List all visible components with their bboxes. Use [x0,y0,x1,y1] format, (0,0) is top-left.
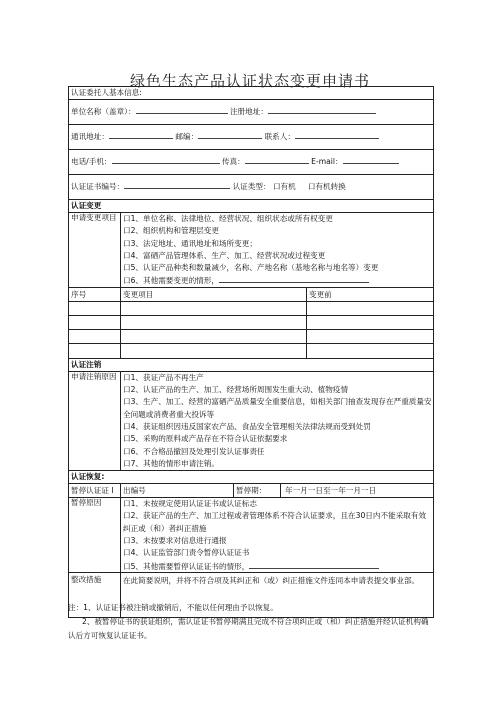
mail-addr-field[interactable] [109,130,173,139]
client-header: 认证委托人基本信息: [69,87,433,100]
table-cell[interactable] [121,302,307,316]
cert-no-label: 认证证书编号： [71,182,125,191]
table-cell[interactable] [69,302,121,316]
col-no: 序号 [69,288,121,302]
page-title: 绿色生态产品认证状态变更申请书 [129,72,370,90]
change-option[interactable]: 口2、组织机构和管理层变更 [123,226,219,236]
email-field[interactable] [343,155,399,164]
cancel-option[interactable]: 口6、不合格品撤回及处理引发认证事责任 [123,446,265,456]
reg-addr-field[interactable] [268,105,376,114]
change-option[interactable]: 口3、法定地址、通讯地址和场所变更； [123,238,257,248]
change-options [121,213,433,287]
footnote-1: 注：1、认证证书被注销或撤销后，不能以任何理由予以恢复。 [68,603,278,612]
table-cell[interactable] [307,302,433,316]
restore-header: 认证恢复: [69,471,433,484]
cancel-section [69,372,433,471]
suspend-row [69,484,433,498]
cert-row [69,175,433,200]
change-option[interactable]: 口6、其他需要变更的情形， [123,274,433,286]
table-cell[interactable] [307,344,433,358]
measure-text[interactable]: 在此简要说明，并将不符合项及其纠正和（或）纠正措施文件连同本申请表提交事业部。 [123,575,420,585]
email-label: E-mail： [311,157,343,166]
measure-label: 整改措施 [69,573,121,617]
postcode-field[interactable] [198,130,262,139]
table-cell[interactable] [307,330,433,344]
table-cell[interactable] [121,330,307,344]
cancel-option[interactable]: 口1、获证产品不再生产 [123,372,204,382]
cancel-label: 申请注销原因 [69,372,121,470]
phone-label: 电话/手机： [71,157,112,166]
conversion-checkbox[interactable]: 口有机转换 [307,182,346,191]
suspend-option[interactable]: 口3、未按要求对信息进行通报 [123,536,227,546]
cancel-option[interactable]: 口5、采购的原料或产品存在不符合认证依据要求 [123,434,288,444]
suspend-option[interactable]: 口4、认证监管部门责令暂停认证证书 [123,548,250,558]
cancel-option[interactable]: 口2、认证产品的生产、加工、经营场所周围发生重大动、植物疫情 [123,385,349,395]
organic-checkbox[interactable]: 口有机 [272,182,296,191]
col-item: 变更项目 [121,288,307,302]
change-option[interactable]: 口4、富硒产品管理体系、生产、加工、经营状况或过程变更 [123,250,326,260]
postcode-label: 邮编： [175,132,199,141]
cancel-option[interactable]: 口7、其他的情形申请注销。 [123,458,219,468]
cancel-option[interactable]: 口4、获证组织因违反国家农产品、食品安全管理相关法律法规而受到处罚 [123,421,371,431]
change-table [69,288,433,359]
cancel-header: 认证注销 [69,359,433,372]
phone-row [69,150,433,175]
change-option[interactable]: 口1、单位名称、法律地位、经营状况、组织状态或所有权变更 [123,214,333,223]
fax-field[interactable] [245,155,309,164]
suspend-option[interactable]: 口2、获证产品的生产、加工过程或者管理体系不符合认证要求，且在30日内不能采取有效纠正或（和）者纠正措施 [123,511,427,533]
change-option[interactable]: 口5、认证产品种类和数量减少，名称、产地名称（基地名称与地名等）变更 [123,263,379,273]
suspend-option[interactable]: 口1、未按规定使用认证证书或认证标志 [123,499,257,509]
suspend-reason-label: 暂停原因 [69,498,121,572]
suspend-label: 暂停认证证 I [69,484,121,497]
fax-label: 传真： [221,157,245,166]
table-cell[interactable] [69,316,121,330]
unit-name-field[interactable] [136,105,228,114]
cert-no-field[interactable] [124,180,230,189]
table-cell[interactable] [69,330,121,344]
cancel-options [121,372,433,470]
period-value[interactable]: 年一月一日至一年一月一日 [285,486,377,496]
out-no-label: 出编号 [121,484,234,497]
suspend-option[interactable]: 口5、其他需要暂停认证证书的情形， [123,560,433,572]
cancel-option[interactable]: 口3、生产、加工、经营的富硒产品质量安全重要信息，如相关部门抽查发现存在严重质量安全问题或消费者重大投诉等 [123,397,432,419]
cert-type-label: 认证类型： [232,182,271,191]
suspend-reason-options [121,498,433,572]
footnotes [68,601,432,643]
table-cell[interactable] [307,316,433,330]
contact-label: 联系人： [264,132,295,141]
table-cell[interactable] [69,344,121,358]
unit-row [69,100,433,125]
change-label: 申请变更项目 [69,213,121,287]
period-label: 暂停期： [234,484,281,497]
unit-name-label: 单位名称（盖章）： [71,107,136,116]
table-cell[interactable] [121,316,307,330]
mail-addr-label: 通讯地址： [71,132,109,141]
change-section [69,213,433,288]
application-form [68,86,434,618]
reg-addr-label: 注册地址： [229,107,268,116]
mail-row [69,125,433,150]
phone-field[interactable] [112,155,220,164]
col-before: 变更前 [307,288,433,302]
suspend-reason-section [69,498,433,573]
table-cell[interactable] [121,344,307,358]
change-header: 认证变更 [69,200,433,213]
contact-field[interactable] [295,130,379,139]
footnote-2: 2、被暂停证书的获证组织，需认证证书暂停期满且完成不符合项纠正或（和）纠正措施并经认证机构确认后方可恢复认证证书。 [68,617,429,640]
